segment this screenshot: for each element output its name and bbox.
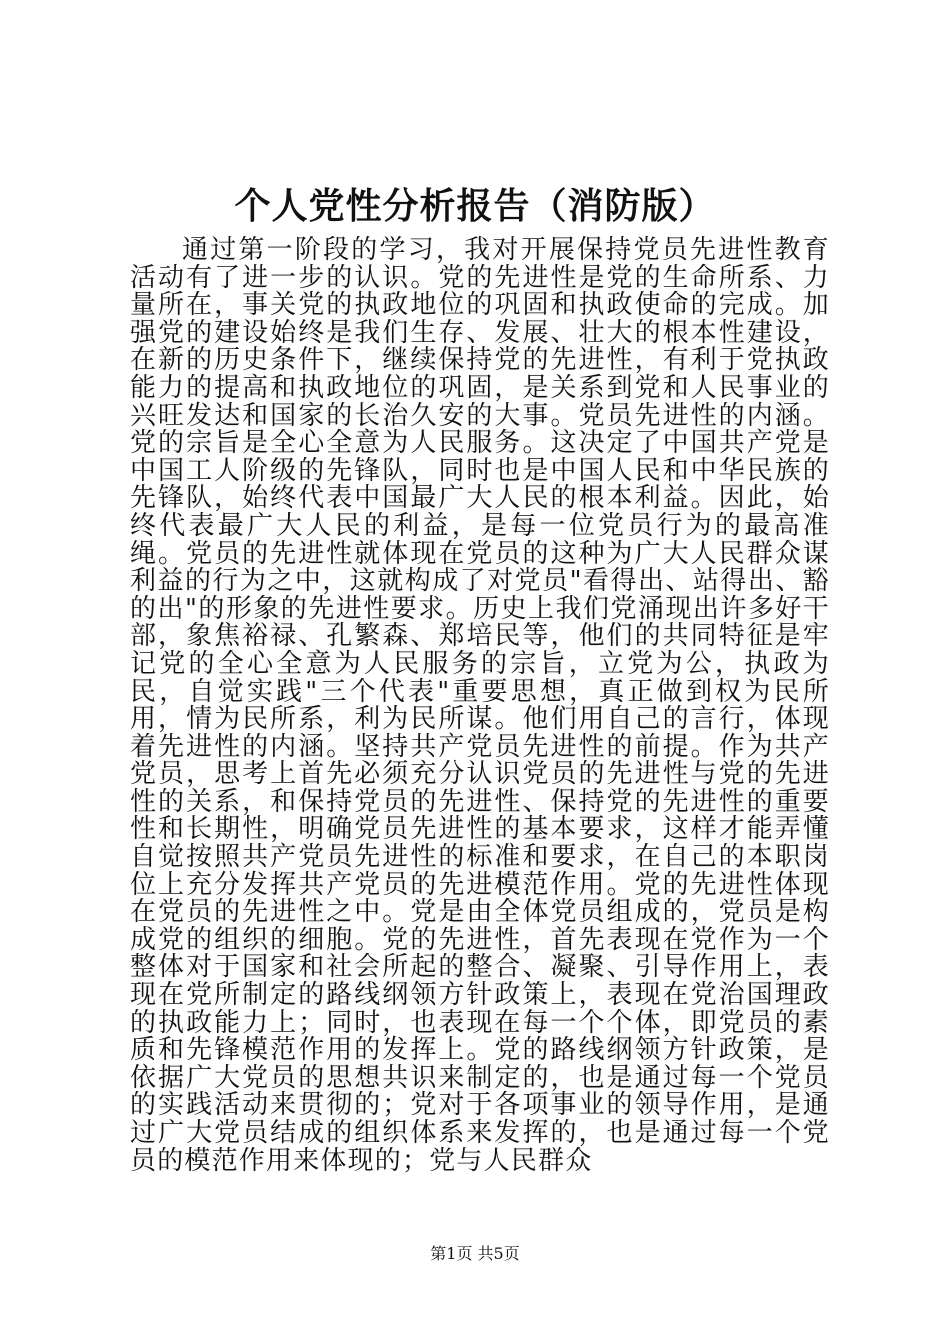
page-footer: 第1页 共5页 xyxy=(430,1244,520,1263)
document-title: 个人党性分析报告（消防版） xyxy=(234,185,716,227)
body-paragraph: 通过第一阶段的学习，我对开展保持党员先进性教育活动有了进一步的认识。党的先进性是党的生命所系、力量所在，事关党的执政地位的巩固和执政使命的完成。加强党的建设始终是我们生存、发展、壮大的根本性建设，在新的历史条件下，继续保持党的先进性，有利于党执政能力的提高和执政地位的巩固，是关系到党和人民事业的兴旺发达和国家的长治久安的大事。党员先进性的内涵。党的宗旨是全心全意为人民服务。这决定了中国共产党是中国工人阶级的先锋队，同时也是中国人民和中华民族的先锋队，始终代表中国最广大人民的根本利益。因此，始终代表最广大人民的利益，是每一位党员行为的最高准绳。党员的先进性就体现在党员的这种为广大人民群众谋利益的行为之中，这就构成了对党员"看得出、站得出、豁的出"的形象的先进性要求。历史上我们党涌现出许多好干部，象焦裕禄、孔繁森、郑培民等，他们的共同特征是牢记党的全心全意为人民服务的宗旨，立党为公，执政为民，自觉实践"三个代表"重要思想，真正做到权为民所用，情为民所系，利为民所谋。他们用自己的言行，体现着先进性的内涵。坚持共产党员先进性的前提。作为共产党员，思考上首先必须充分认识党员的先进性与党的先进性的关系，和保持党员的先进性、保持党的先进性的重要性和长期性，明确党员先进性的基本要求，这样才能弄懂自觉按照共产党员先进性的标准和要求，在自己的本职岗位上充分发挥共产党员的先进模范作用。党的先进性体现在党员的先进性之中。党是由全体党员组成的，党员是构成党的组织的细胞。党的先进性，首先表现在党作为一个整体对于国家和社会所起的整合、凝聚、引导作用上，表现在党所制定的路线纲领方针政策上，表现在党治国理政的执政能力上；同时，也表现在每一个个体，即党员的素质和先锋模范作用的发挥上。党的路线纲领方针政策，是依据广大党员的思想共识来制定的，也是通过每一个党员的实践活动来贯彻的；党对于各项事业的领导作用，是通过广大党员结成的组织体系来发挥的，也是通过每一个党员的模范作用来体现的；党与人民群众 xyxy=(130,235,830,1176)
